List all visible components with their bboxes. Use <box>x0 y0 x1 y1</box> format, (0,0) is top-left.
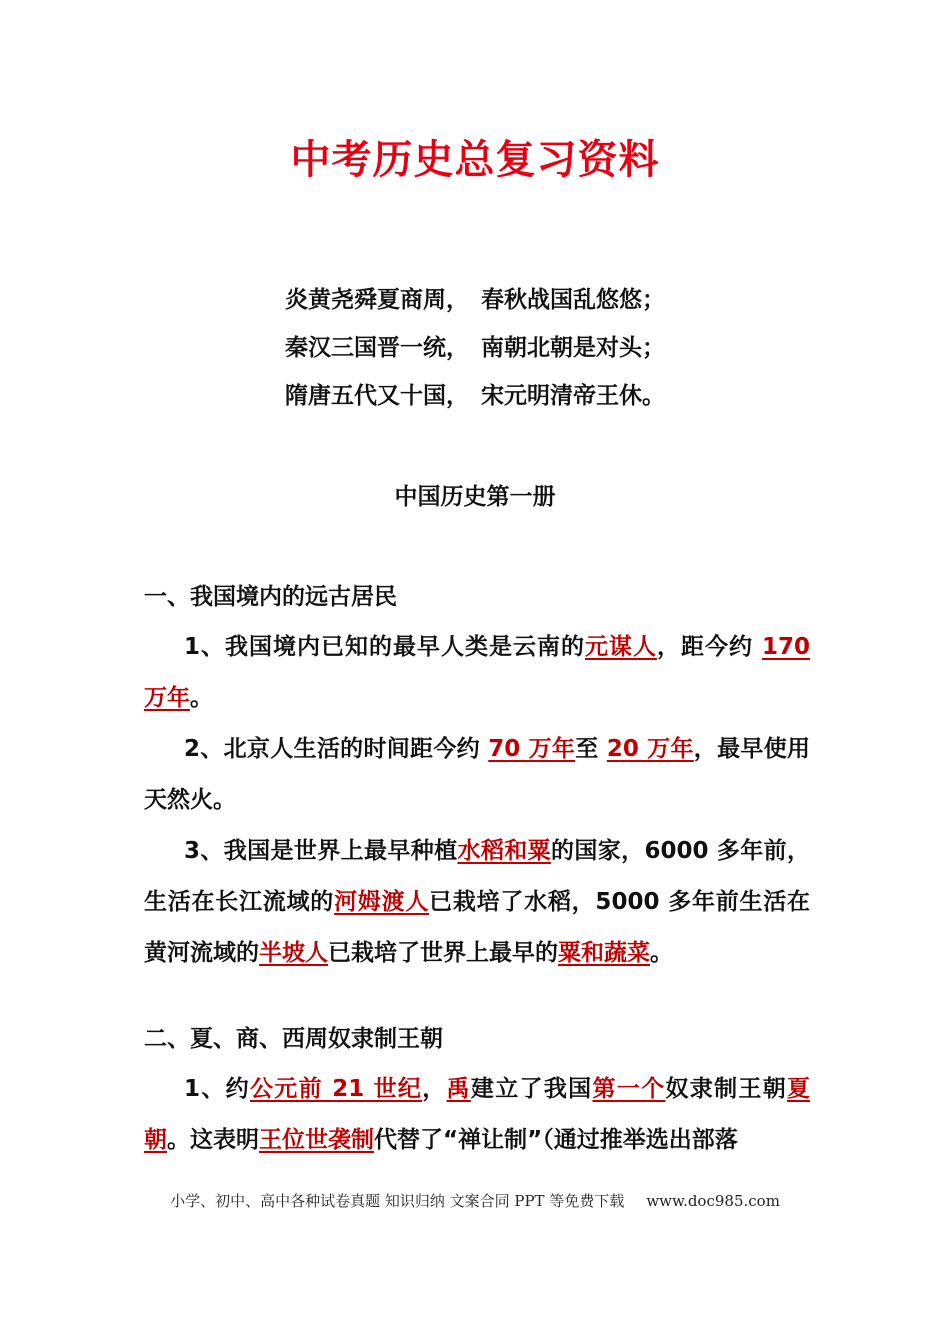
paragraph-text: ，距今约 <box>656 634 762 660</box>
paragraph-text: 已栽培了水稻，5000 多年前生活在黄河流域的 <box>144 889 811 966</box>
footer-website-link[interactable]: www.doc985.com <box>646 1192 780 1210</box>
page-footer <box>0 1190 950 1211</box>
keyword-highlight: 第一个 <box>592 1076 666 1102</box>
keyword-highlight: 170 万年 <box>144 634 810 711</box>
section-paragraph <box>144 622 810 724</box>
document-title: 中考历史总复习资料 <box>290 137 660 183</box>
keyword-highlight: 水稻和粟 <box>457 838 551 864</box>
poem-half: 隋唐五代又十国， <box>285 383 469 409</box>
paragraph-text: 1、约 <box>184 1076 250 1102</box>
poem-line <box>0 372 950 420</box>
paragraph-text: 。这表明 <box>167 1127 259 1153</box>
keyword-highlight: 河姆渡人 <box>334 889 430 915</box>
paragraph-text: 3、我国是世界上最早种植 <box>184 838 458 864</box>
paragraph-text: 至 <box>575 736 607 762</box>
poem-half: 秦汉三国晋一统， <box>285 335 469 361</box>
section-heading: 一、我国境内的远古居民 <box>144 584 397 610</box>
paragraph-text: 。 <box>190 685 213 711</box>
paragraph-text: 建立了我国 <box>470 1076 593 1102</box>
paragraph-text: 1、我国境内已知的最早人类是云南的 <box>184 634 585 660</box>
keyword-highlight: 70 万年 <box>488 736 576 762</box>
paragraph-text: 已栽培了世界上最早的 <box>328 940 558 966</box>
paragraph-text: 2、北京人生活的时间距今约 <box>184 736 489 762</box>
section-paragraph <box>144 1064 810 1166</box>
keyword-highlight: 20 万年 <box>606 736 694 762</box>
keyword-highlight: 元谋人 <box>584 634 657 660</box>
poem-line <box>0 276 950 324</box>
poem-half: 炎黄尧舜夏商周， <box>285 287 469 313</box>
keyword-highlight: 夏朝 <box>144 1076 811 1153</box>
dynasty-poem <box>0 276 950 420</box>
paragraph-text: 的国家，6000 多年前，生活在长江流域的 <box>144 838 810 915</box>
paragraph-text: ， <box>422 1076 447 1102</box>
keyword-highlight: 公元前 21 世纪 <box>249 1076 423 1102</box>
paragraph-text: 奴隶制王朝 <box>665 1076 788 1102</box>
keyword-highlight: 半坡人 <box>259 940 328 966</box>
book-subtitle: 中国历史第一册 <box>394 484 556 510</box>
poem-half: 宋元明清帝王休。 <box>481 383 665 409</box>
paragraph-text: 。 <box>650 940 673 966</box>
keyword-highlight: 王位世袭制 <box>259 1127 374 1153</box>
section-paragraph <box>144 724 810 826</box>
keyword-highlight: 禹 <box>446 1076 471 1102</box>
paragraph-text: ，最早使用天然火。 <box>144 736 811 813</box>
document-content <box>144 572 810 1166</box>
section-heading: 二、夏、商、西周奴隶制王朝 <box>144 1026 443 1052</box>
section-paragraph <box>144 826 810 979</box>
keyword-highlight: 粟和蔬菜 <box>558 940 650 966</box>
poem-line <box>0 324 950 372</box>
poem-half: 南朝北朝是对头； <box>481 335 665 361</box>
poem-half: 春秋战国乱悠悠； <box>481 287 665 313</box>
footer-text: 小学、初中、高中各种试卷真题 知识归纳 文案合同 PPT 等免费下载 <box>170 1192 625 1210</box>
paragraph-text: 代替了“禅让制”（通过推举选出部落 <box>374 1127 738 1153</box>
